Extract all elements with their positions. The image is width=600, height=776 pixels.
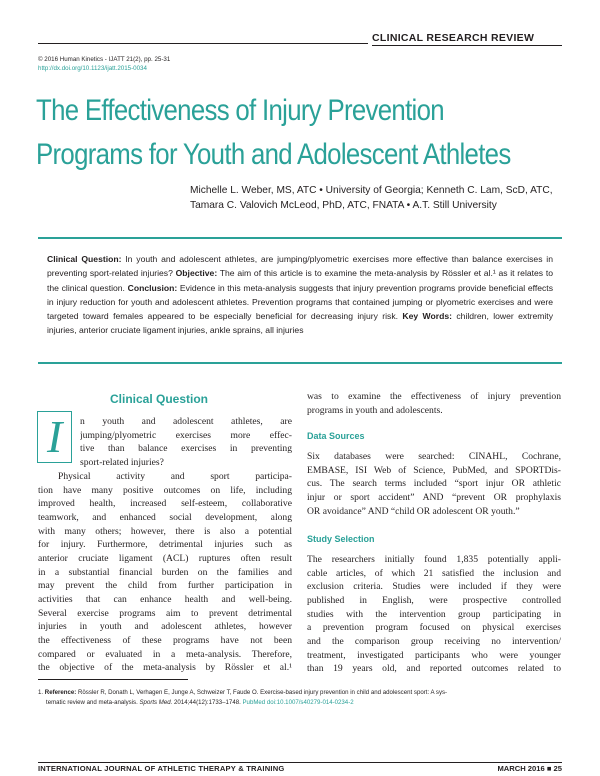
text-line: OR avoidance” AND “child OR adolescent OR youth.” <box>307 505 520 517</box>
footnote-text-1: Rössler R, Donath L, Verhagen E, Junge A, Schweizer T, Faude O. Exercise-based injury prevention in child and adolescent sport: A sys- <box>76 689 448 696</box>
clinical-question-heading: Clinical Question <box>110 392 209 406</box>
text-line: EMBASE, ISI Web of Science, PubMed, and SPORTDis- <box>307 464 561 476</box>
text-line: cable articles, of which 21 satisfied the inclusion and <box>307 567 561 579</box>
abstract-objective-text: The aim of this article is to examine the meta-analysis by Rössler et al.¹ as it relates to the clinical question. <box>47 268 554 293</box>
text-line: may prevent the child from further participation in <box>38 580 292 592</box>
footer-journal: INTERNATIONAL JOURNAL OF ATHLETIC THERAPY & TRAINING <box>38 764 285 773</box>
authors-line-1: Michelle L. Weber, MS, ATC • University of Georgia; Kenneth C. Lam, ScD, ATC, <box>190 185 553 196</box>
text-line: The researchers initially found 1,835 potentially appli- <box>307 554 561 565</box>
text-line: Several exercise programs aim to prevent detrimental <box>38 607 292 619</box>
text-line: treatment, investigated participants who were younger <box>307 649 561 661</box>
text-line: and the comparison group receiving no intervention/ <box>307 635 561 647</box>
footer-page-number: 25 <box>553 764 562 773</box>
objective-continuation <box>307 390 561 417</box>
footer-date: MARCH 2016 <box>497 764 545 773</box>
text-line: for injury. Furthermore, detrimental injuries such as <box>38 539 292 551</box>
abstract-conclusion-text: Evidence in this meta-analysis suggests that injury prevention programs provide beneficial effects in injury reduction for youth and adolescent athletes. Prevention programs that contained jumping or plyometric exercises and were targeted toward females appeared to be especially beneficial for decreasing injury risk. <box>47 282 553 322</box>
footer-separator: ■ <box>546 764 552 773</box>
data-sources-body <box>307 450 561 518</box>
text-line: published in English, were prospective controlled <box>307 594 561 606</box>
drop-cap-letter: I <box>47 411 63 462</box>
article-title-line-1: The Effectiveness of Injury Prevention <box>36 94 444 127</box>
footnote <box>38 688 558 707</box>
header-rule-left <box>38 43 368 44</box>
abstract-bottom-bar <box>38 362 562 364</box>
text-line: exclusion criteria. Studies were included if they were <box>307 581 561 593</box>
text-line: the objective of the meta-analysis by Rössler et al.¹ <box>38 662 292 674</box>
text-line: injuries in youth and adolescent athletes, however <box>38 621 292 633</box>
doi-link[interactable]: http://dx.doi.org/10.1123/ijatt.2015-0034 <box>38 65 147 72</box>
footnote-journal: Sports Med. <box>139 698 173 706</box>
text-line: Physical activity and sport participa- <box>58 471 292 482</box>
text-line: anterior cruciate ligament (ACL) ruptures often result <box>38 552 292 564</box>
copyright-line: © 2016 Human Kinetics - IJATT 21(2), pp. 25-31 <box>38 56 171 63</box>
abstract <box>47 252 553 338</box>
footnote-text-2b: 2014;44(12):1733–1748. <box>172 698 243 706</box>
abstract-conclusion-label: Conclusion: <box>127 282 178 293</box>
footnote-label: Reference: <box>44 689 77 696</box>
footer-page-info <box>497 764 562 773</box>
clinical-question-body <box>38 470 292 675</box>
abstract-keywords-text: children, lower extremity injuries, anterior cruciate ligament injuries, ankle sprains, all injuries <box>47 311 553 336</box>
abstract-cq-label: Clinical Question: <box>47 254 122 264</box>
text-line: tive than balance exercises in preventing <box>80 443 292 455</box>
text-line: studies with the intervention group participating in <box>307 608 561 620</box>
text-line: sport-related injuries? <box>80 456 164 468</box>
clinical-question-intro <box>80 415 292 470</box>
study-selection-body <box>307 553 561 676</box>
abstract-objective-label: Objective: <box>175 268 218 279</box>
text-line: with many others; however, there is also a potential <box>38 525 292 537</box>
text-line: tion have many positive outcomes on life, including <box>38 484 292 496</box>
text-line: improved health, increased self-esteem, collaborative <box>38 498 292 510</box>
text-line: the effectiveness of these programs have not been <box>38 634 292 646</box>
footnote-doi-link[interactable]: doi:10.1007/s40279-014-0234-2 <box>265 698 354 706</box>
abstract-cq-text: In youth and adolescent athletes, are jumping/plyometric exercises more effective than balance exercises in preventing sport-related injuries? <box>47 254 553 279</box>
text-line: injur or sport accident” AND “prevent OR prophylaxis <box>307 491 561 503</box>
drop-cap <box>37 411 72 463</box>
section-label: CLINICAL RESEARCH REVIEW <box>372 32 535 44</box>
text-line: activities that can enhance health and well-being. <box>38 593 292 605</box>
authors-line-2: Tamara C. Valovich McLeod, PhD, ATC, FNATA • A.T. Still University <box>190 200 497 211</box>
abstract-keywords-label: Key Words: <box>402 311 452 322</box>
abstract-top-bar <box>38 237 562 239</box>
text-line: compared or evaluated in a meta-analysis. Therefore, <box>38 648 292 660</box>
footer-rule <box>38 762 562 763</box>
footnote-rule <box>38 679 188 680</box>
text-line: was to examine the effectiveness of injury prevention <box>307 391 561 402</box>
text-line: cus. The search terms included “sport injur OR athletic <box>307 478 561 490</box>
study-selection-heading: Study Selection <box>307 534 375 544</box>
text-line: programs in youth and adolescents. <box>307 404 443 416</box>
text-line: Six databases were searched: CINAHL, Cochrane, <box>307 451 561 462</box>
text-line: than 19 years old, and reported outcomes related to <box>307 663 561 675</box>
footnote-number: 1. <box>38 689 44 696</box>
article-title-line-2: Programs for Youth and Adolescent Athletes <box>36 138 511 171</box>
pubmed-link[interactable]: PubMed <box>242 698 266 706</box>
text-line: jumping/plyometric exercises more effec- <box>80 429 292 441</box>
text-line: in a substantial financial burden on the families and <box>38 566 292 578</box>
text-line: n youth and adolescent athletes, are <box>80 416 292 427</box>
footnote-line-2 <box>38 698 558 708</box>
data-sources-heading: Data Sources <box>307 431 365 441</box>
text-line: a prevention program focused on physical exercises <box>307 622 561 634</box>
footnote-text-2a: tematic review and meta-analysis. <box>46 698 140 706</box>
footnote-line-1 <box>38 688 558 698</box>
header-rule-right <box>372 45 562 46</box>
text-line: teamwork, and enhanced social development, along <box>38 511 292 523</box>
